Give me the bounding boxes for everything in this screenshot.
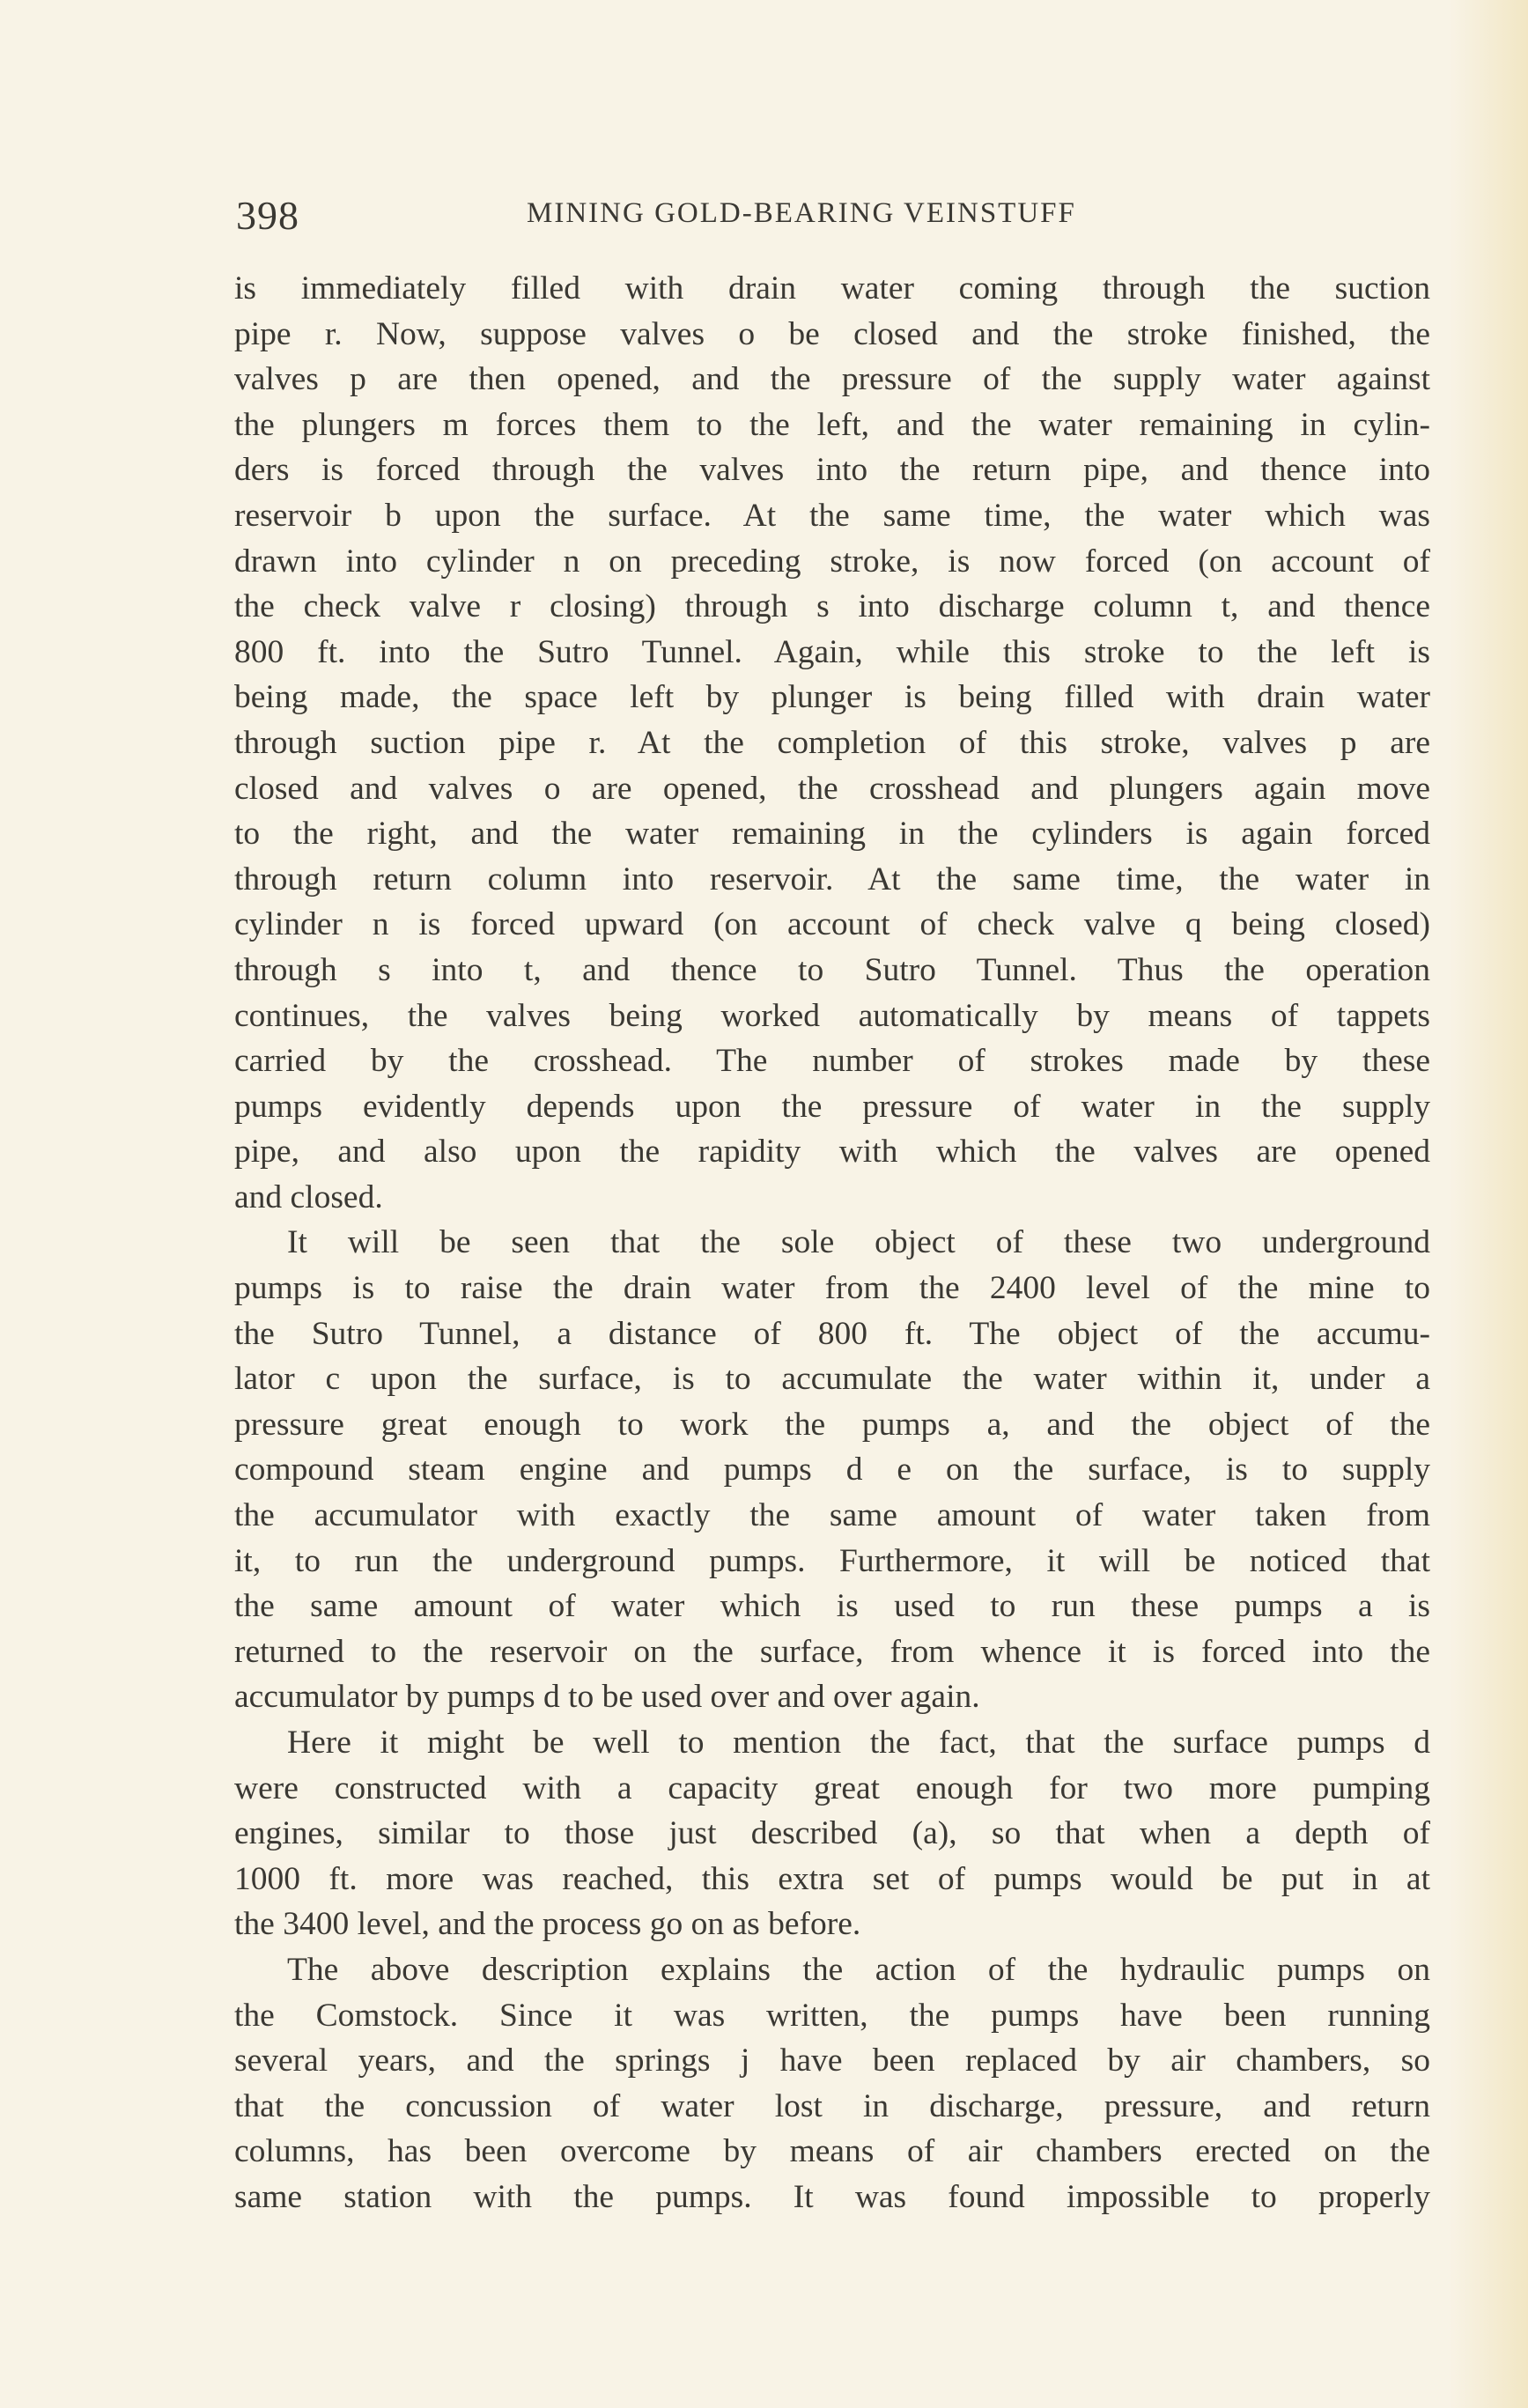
text-line: the Comstock. Since it was written, the pumps have been running: [234, 1997, 1430, 2034]
text-line: cylinder n is forced upward (on account of check valve q being closed): [234, 906, 1430, 943]
text-line: and closed.: [234, 1178, 383, 1215]
text-line: reservoir b upon the surface. At the same time, the water which was: [234, 497, 1430, 534]
text-line: the 3400 level, and the process go on as before.: [234, 1906, 861, 1943]
text-line: 1000 ft. more was reached, this extra set of pumps would be put in at: [234, 1860, 1430, 1897]
page-number: 398: [236, 193, 299, 238]
text-line: the check valve r closing) through s into discharge column t, and thence: [234, 588, 1430, 625]
page-header: [236, 192, 1436, 245]
text-line: carried by the crosshead. The number of strokes made by these: [234, 1043, 1430, 1080]
text-line: pressure great enough to work the pumps a, and the object of the: [234, 1406, 1430, 1443]
text-line: the plungers m forces them to the left, and the water remaining in cylin-: [234, 406, 1430, 443]
text-line: that the concussion of water lost in discharge, pressure, and return: [234, 2087, 1430, 2124]
text-line: through suction pipe r. At the completion of this stroke, valves p are: [234, 724, 1430, 761]
text-line: lator c upon the surface, is to accumulate the water within it, under a: [234, 1361, 1430, 1398]
text-line: accumulator by pumps d to be used over and over again.: [234, 1679, 980, 1716]
text-line: pumps evidently depends upon the pressure of water in the supply: [234, 1088, 1430, 1125]
text-line: It will be seen that the sole object of these two underground: [287, 1224, 1430, 1261]
text-line: is immediately filled with drain water coming through the suction: [234, 270, 1430, 307]
text-line: through return column into reservoir. At the same time, the water in: [234, 861, 1430, 897]
text-line: engines, similar to those just described (a), so that when a depth of: [234, 1815, 1430, 1852]
text-line: columns, has been overcome by means of air chambers erected on the: [234, 2133, 1430, 2170]
text-line: pipe r. Now, suppose valves o be closed and the stroke finished, the: [234, 315, 1430, 352]
text-line: to the right, and the water remaining in the cylinders is again forced: [234, 816, 1430, 853]
running-title: MINING GOLD-BEARING VEINSTUFF: [527, 197, 1076, 229]
text-line: drawn into cylinder n on preceding stroke, is now forced (on account of: [234, 543, 1430, 580]
page-edge-shading: [1449, 0, 1528, 2408]
text-line: the accumulator with exactly the same amount of water taken from: [234, 1497, 1430, 1534]
text-line: were constructed with a capacity great enough for two more pumping: [234, 1769, 1430, 1806]
text-line: the Sutro Tunnel, a distance of 800 ft. The object of the accumu-: [234, 1315, 1430, 1352]
text-line: 800 ft. into the Sutro Tunnel. Again, while this stroke to the left is: [234, 633, 1430, 670]
body-text: [234, 266, 1430, 2220]
text-line: it, to run the underground pumps. Furthermore, it will be noticed that: [234, 1542, 1430, 1579]
text-line: pumps is to raise the drain water from the 2400 level of the mine to: [234, 1270, 1430, 1307]
text-line: several years, and the springs j have been replaced by air chambers, so: [234, 2042, 1430, 2079]
text-line: ders is forced through the valves into the return pipe, and thence into: [234, 452, 1430, 489]
text-line: closed and valves o are opened, the crosshead and plungers again move: [234, 770, 1430, 807]
text-line: Here it might be well to mention the fact, that the surface pumps d: [287, 1725, 1430, 1761]
text-line: valves p are then opened, and the pressure of the supply water against: [234, 361, 1430, 398]
text-line: the same amount of water which is used to run these pumps a is: [234, 1588, 1430, 1625]
text-line: continues, the valves being worked automatically by means of tappets: [234, 997, 1430, 1034]
text-line: returned to the reservoir on the surface, from whence it is forced into the: [234, 1633, 1430, 1670]
text-line: pipe, and also upon the rapidity with which the valves are opened: [234, 1134, 1430, 1171]
text-line: compound steam engine and pumps d e on the surface, is to supply: [234, 1451, 1430, 1488]
text-line: being made, the space left by plunger is being filled with drain water: [234, 679, 1430, 716]
text-line: through s into t, and thence to Sutro Tunnel. Thus the operation: [234, 951, 1430, 988]
text-line: same station with the pumps. It was found impossible to properly: [234, 2178, 1430, 2215]
text-line: The above description explains the action of the hydraulic pumps on: [287, 1951, 1430, 1988]
